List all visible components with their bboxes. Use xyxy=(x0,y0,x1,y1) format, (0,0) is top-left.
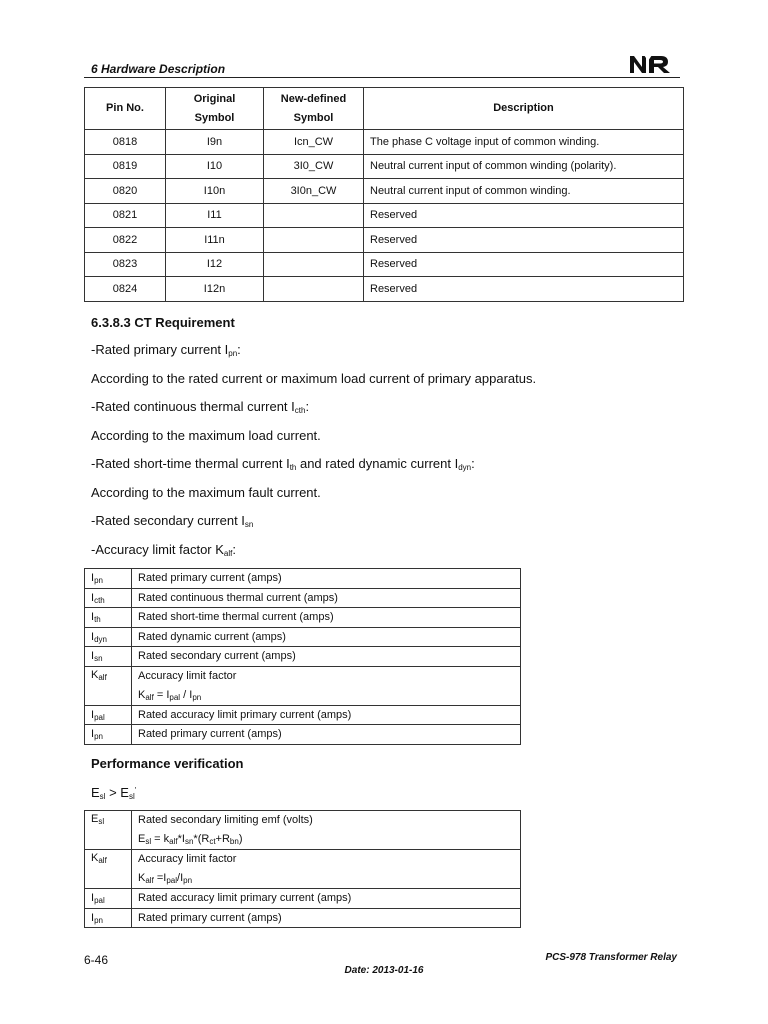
text: and rated dynamic current I xyxy=(296,456,459,471)
desc-cell xyxy=(132,850,521,889)
table-row xyxy=(85,130,684,155)
original-cell: I12 xyxy=(166,252,264,277)
text: : xyxy=(305,399,310,414)
subscript: sl xyxy=(128,792,135,801)
perf-heading: Performance verification xyxy=(91,756,244,771)
kalf-formula xyxy=(138,689,201,701)
pin-cell: 0822 xyxy=(85,228,166,253)
desc-cell: Rated continuous thermal current (amps) xyxy=(132,588,521,608)
f-part: +R xyxy=(215,833,230,845)
symbol-table xyxy=(84,568,521,745)
original-cell: I11n xyxy=(166,228,264,253)
subscript: bn xyxy=(229,837,239,846)
text: -Accuracy limit factor K xyxy=(91,542,224,557)
table-row xyxy=(85,277,684,302)
text: -Rated secondary current I xyxy=(91,513,245,528)
desc-cell: Reserved xyxy=(364,252,684,277)
desc-cell xyxy=(132,666,521,705)
pin-table-header xyxy=(85,88,684,130)
symbol-cell xyxy=(85,908,132,928)
new-cell: 3I0_CW xyxy=(264,154,364,179)
symbol-cell xyxy=(85,725,132,745)
table-row xyxy=(85,908,521,928)
para-short-time-desc: According to the maximum fault current. xyxy=(91,485,321,500)
header-title: 6 Hardware Description xyxy=(91,62,226,76)
new-cell: 3I0n_CW xyxy=(264,179,364,204)
sym: I xyxy=(91,572,95,585)
subscript: th xyxy=(289,463,297,472)
desc-cell: The phase C voltage input of common winding. xyxy=(364,130,684,155)
symbol-cell xyxy=(85,569,132,589)
subscript: pn xyxy=(228,349,238,358)
nr-logo-icon xyxy=(628,53,674,75)
col-new-symbol xyxy=(264,88,364,130)
subscript: sl xyxy=(99,792,106,801)
text: > E xyxy=(105,785,129,800)
logo-n-shape xyxy=(630,56,646,73)
f-part: = I xyxy=(153,688,170,701)
text: -Rated short-time thermal current I xyxy=(91,456,290,471)
para-continuous-thermal-desc: According to the maximum load current. xyxy=(91,428,321,443)
original-cell: I12n xyxy=(166,277,264,302)
table-row xyxy=(85,811,521,850)
table-row xyxy=(85,569,521,589)
symbol-cell xyxy=(85,647,132,667)
desc-cell: Rated accuracy limit primary current (amps) xyxy=(132,705,521,725)
desc-text: Accuracy limit factor xyxy=(138,669,237,682)
subscript: th xyxy=(94,615,101,625)
desc-cell: Neutral current input of common winding. xyxy=(364,179,684,204)
esl-formula xyxy=(138,833,243,845)
table-row xyxy=(85,252,684,277)
page-number: 6-46 xyxy=(84,953,109,967)
subscript: alf xyxy=(223,549,233,558)
desc-cell: Rated primary current (amps) xyxy=(132,569,521,589)
new-cell: Icn_CW xyxy=(264,130,364,155)
table-row xyxy=(85,608,521,628)
f-part: = k xyxy=(151,833,170,845)
subscript: pn xyxy=(192,692,202,702)
pin-cell: 0819 xyxy=(85,154,166,179)
desc-cell: Rated dynamic current (amps) xyxy=(132,627,521,647)
text: : xyxy=(237,342,241,357)
f-part: / I xyxy=(180,688,193,701)
section-heading: 6.3.8.3 CT Requirement xyxy=(91,315,235,330)
desc-cell: Reserved xyxy=(364,228,684,253)
f-part: K xyxy=(138,688,146,701)
pin-cell: 0824 xyxy=(85,277,166,302)
desc-cell: Rated primary current (amps) xyxy=(132,725,521,745)
subscript: alf xyxy=(145,876,154,885)
subscript: dyn xyxy=(458,463,472,472)
sym: I xyxy=(91,911,95,924)
symbol-cell xyxy=(85,811,132,850)
table-row xyxy=(85,588,521,608)
f-part: E xyxy=(138,833,146,845)
table-row xyxy=(85,725,521,745)
perf-inequality xyxy=(91,785,136,800)
table-row xyxy=(85,705,521,725)
col-description: Description xyxy=(364,88,684,130)
desc-cell: Neutral current input of common winding (polarity). xyxy=(364,154,684,179)
text: E xyxy=(91,785,100,800)
header-rule xyxy=(84,77,680,78)
sym: I xyxy=(91,611,95,624)
original-cell: I11 xyxy=(166,203,264,228)
subscript: ct xyxy=(209,837,216,846)
desc-cell: Rated primary current (amps) xyxy=(132,908,521,928)
subscript: alf xyxy=(169,837,178,846)
symbol-cell xyxy=(85,889,132,909)
sym: I xyxy=(91,591,95,604)
table-row xyxy=(85,889,521,909)
product-name: PCS-978 Transformer Relay xyxy=(545,952,677,963)
logo-r-shape xyxy=(649,56,670,73)
text: : xyxy=(471,456,475,471)
pin-cell: 0821 xyxy=(85,203,166,228)
pin-cell: 0823 xyxy=(85,252,166,277)
subscript: alf xyxy=(98,672,107,682)
desc-text: Rated secondary limiting emf (volts) xyxy=(138,814,313,826)
f-part: =I xyxy=(153,872,167,884)
pin-table xyxy=(84,87,684,302)
para-rated-primary xyxy=(91,342,241,357)
f-part: *I xyxy=(177,833,185,845)
symbol-cell xyxy=(85,627,132,647)
subscript: cth xyxy=(294,406,306,415)
f-part: *(R xyxy=(193,833,210,845)
kalf-formula xyxy=(138,872,192,884)
symbol-cell xyxy=(85,588,132,608)
subscript: pal xyxy=(94,896,105,906)
sym: E xyxy=(91,813,99,825)
f-part: ) xyxy=(238,833,243,845)
para-accuracy-limit xyxy=(91,542,236,557)
f-part: /I xyxy=(177,872,184,884)
col-original-symbol xyxy=(166,88,264,130)
original-cell: I10 xyxy=(166,154,264,179)
text: -Rated continuous thermal current I xyxy=(91,399,295,414)
para-continuous-thermal xyxy=(91,399,309,414)
subscript: pal xyxy=(169,692,181,702)
col-new-line1: New-defined xyxy=(280,92,347,105)
table-row xyxy=(85,154,684,179)
subscript: sn xyxy=(94,654,103,664)
subscript: pal xyxy=(94,712,105,722)
sym: I xyxy=(91,650,95,663)
pin-cell: 0820 xyxy=(85,179,166,204)
sym: K xyxy=(91,852,99,864)
subscript: sl xyxy=(145,837,152,846)
symbol-cell xyxy=(85,850,132,889)
table-row xyxy=(85,850,521,889)
symbol-cell xyxy=(85,705,132,725)
subscript: pn xyxy=(94,915,103,925)
desc-cell: Rated secondary current (amps) xyxy=(132,647,521,667)
symbol-cell xyxy=(85,666,132,705)
desc-cell: Reserved xyxy=(364,203,684,228)
subscript: alf xyxy=(98,856,107,865)
sym: I xyxy=(91,892,95,905)
table-row xyxy=(85,666,521,705)
para-rated-primary-desc: According to the rated current or maximum load current of primary apparatus. xyxy=(91,371,537,386)
desc-text: Accuracy limit factor xyxy=(138,853,237,865)
original-cell: I10n xyxy=(166,179,264,204)
col-original-line1: Original xyxy=(193,92,236,105)
sym: I xyxy=(91,728,95,741)
new-cell xyxy=(264,277,364,302)
subscript: sn xyxy=(184,837,194,846)
subscript: sn xyxy=(244,520,254,529)
subscript: sl xyxy=(98,817,105,826)
pin-cell: 0818 xyxy=(85,130,166,155)
footer-date: Date: 2013-01-16 xyxy=(344,965,424,976)
new-cell xyxy=(264,252,364,277)
subscript: alf xyxy=(145,692,154,702)
superscript: ' xyxy=(134,786,137,795)
col-original-line2: Symbol xyxy=(194,111,235,124)
desc-cell: Rated short-time thermal current (amps) xyxy=(132,608,521,628)
symbol-cell xyxy=(85,608,132,628)
text: -Rated primary current I xyxy=(91,342,229,357)
table-row xyxy=(85,203,684,228)
subscript: dyn xyxy=(94,634,107,644)
subscript: pn xyxy=(94,732,103,742)
table-row xyxy=(85,179,684,204)
desc-cell: Reserved xyxy=(364,277,684,302)
col-new-line2: Symbol xyxy=(293,111,334,124)
text: : xyxy=(232,542,236,557)
col-pin-no: Pin No. xyxy=(85,88,166,130)
sym: I xyxy=(91,630,95,643)
perf-table xyxy=(84,810,521,928)
para-short-time-thermal xyxy=(91,456,475,471)
subscript: cth xyxy=(94,595,105,605)
new-cell xyxy=(264,228,364,253)
desc-cell: Rated accuracy limit primary current (amps) xyxy=(132,889,521,909)
table-row xyxy=(85,627,521,647)
sym: I xyxy=(91,708,95,721)
subscript: pn xyxy=(94,576,103,586)
subscript: pal xyxy=(166,876,178,885)
f-part: K xyxy=(138,872,146,884)
original-cell: I9n xyxy=(166,130,264,155)
table-row xyxy=(85,647,521,667)
new-cell xyxy=(264,203,364,228)
para-rated-secondary xyxy=(91,513,253,528)
subscript: pn xyxy=(183,876,193,885)
desc-cell xyxy=(132,811,521,850)
sym: K xyxy=(91,668,99,681)
table-row xyxy=(85,228,684,253)
